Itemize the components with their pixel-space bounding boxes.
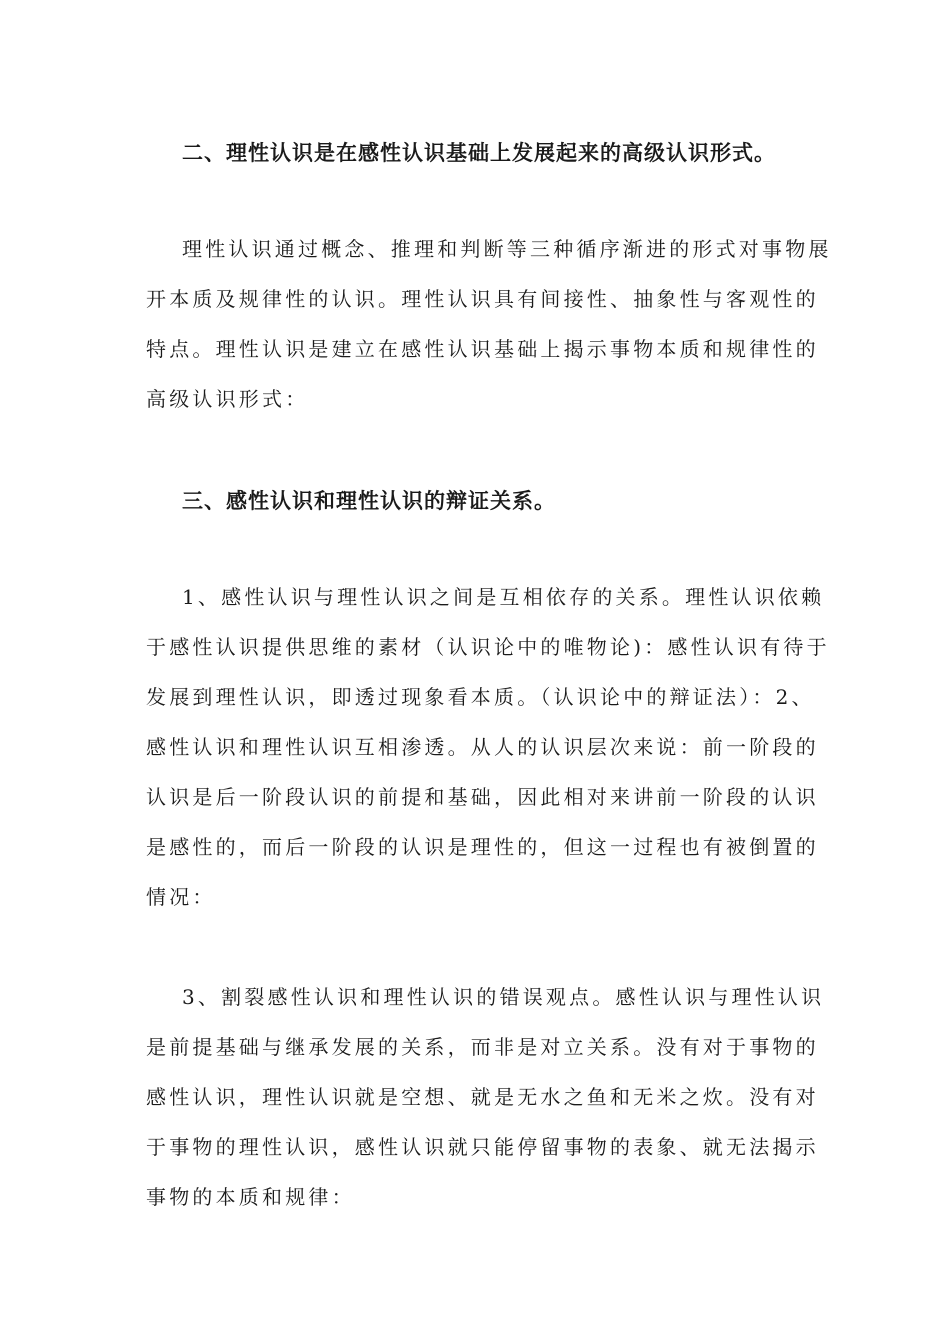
- section-2-heading: 二、理性认识是在感性认识基础上发展起来的高级认识形式。: [182, 140, 776, 165]
- section-3-paragraph-2: [146, 972, 825, 1222]
- paragraph-line: 于感性认识提供思维的素材（认识论中的唯物论)：感性认识有待于: [146, 635, 830, 659]
- paragraph-line: 于事物的理性认识，感性认识就只能停留事物的表象、就无法揭示: [146, 1135, 819, 1159]
- paragraph-line: 事物的本质和规律：: [146, 1185, 355, 1209]
- paragraph-line: 发展到理性认识，即透过现象看本质。（认识论中的辩证法）：2、: [146, 685, 815, 709]
- section-2-paragraph: [146, 224, 832, 424]
- paragraph-line: 感性认识，理性认识就是空想、就是无水之鱼和无米之炊。没有对: [146, 1085, 819, 1109]
- paragraph-line: 是感性的，而后一阶段的认识是理性的，但这一过程也有被倒置的: [146, 835, 819, 859]
- section-3-paragraph-1: [146, 572, 830, 922]
- paragraph-line: 认识是后一阶段认识的前提和基础，因此相对来讲前一阶段的认识: [146, 785, 819, 809]
- paragraph-line: 1、感性认识与理性认识之间是互相依存的关系。理性认识依赖: [182, 585, 825, 609]
- paragraph-line: 是前提基础与继承发展的关系，而非是对立关系。没有对于事物的: [146, 1035, 819, 1059]
- paragraph-line: 感性认识和理性认识互相渗透。从人的认识层次来说：前一阶段的: [146, 735, 819, 759]
- paragraph-line: 3、割裂感性认识和理性认识的错误观点。感性认识与理性认识: [182, 985, 825, 1009]
- paragraph-line: 高级认识形式：: [146, 387, 309, 411]
- section-3-heading: 三、感性认识和理性认识的辩证关系。: [182, 488, 556, 513]
- paragraph-line: 理性认识通过概念、推理和判断等三种循序渐进的形式对事物展: [182, 237, 832, 261]
- paragraph-line: 特点。理性认识是建立在感性认识基础上揭示事物本质和规律性的: [146, 337, 819, 361]
- paragraph-line: 开本质及规律性的认识。理性认识具有间接性、抽象性与客观性的: [146, 287, 819, 311]
- paragraph-line: 情况：: [146, 885, 216, 909]
